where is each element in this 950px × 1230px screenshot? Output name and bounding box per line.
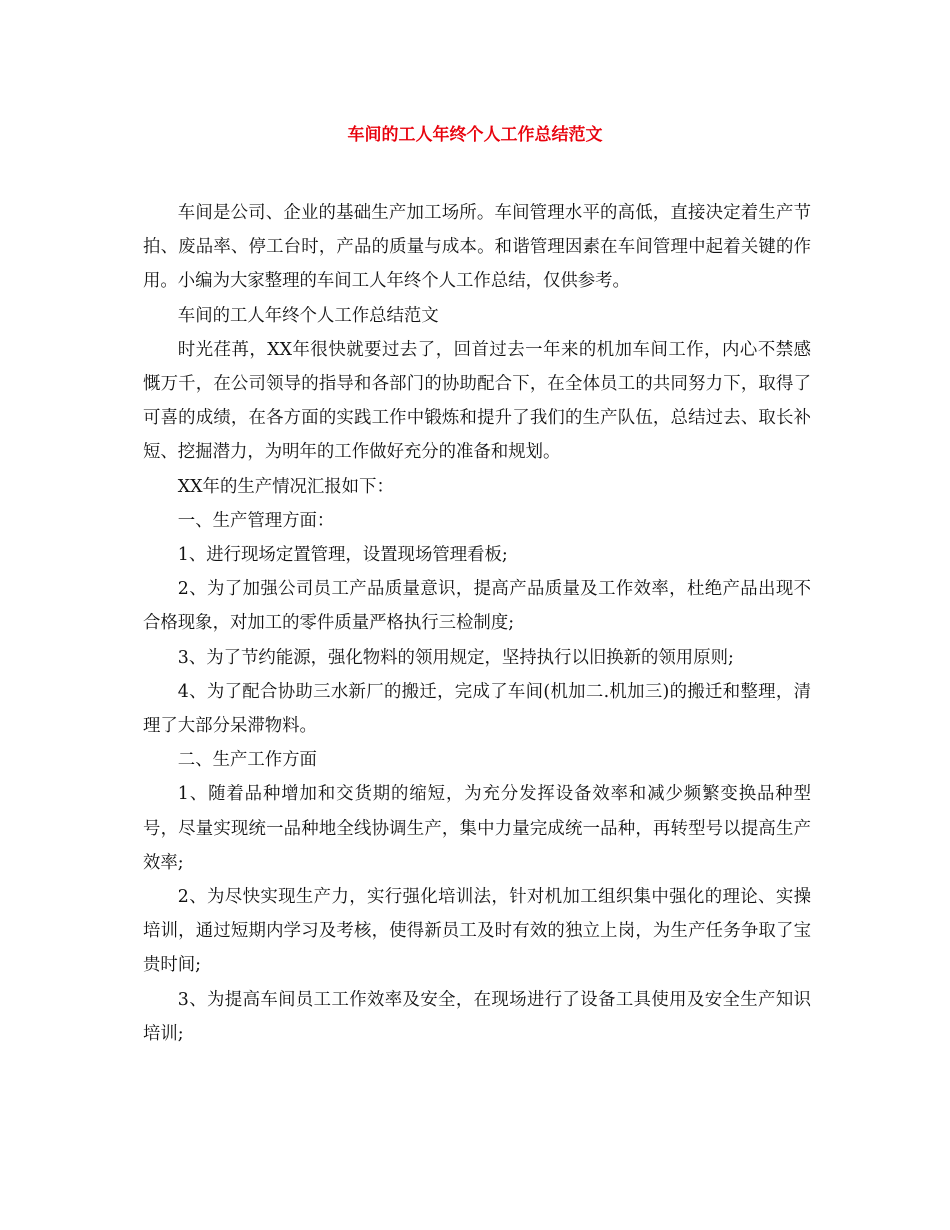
- list-item: 3、为提高车间员工工作效率及安全，在现场进行了设备工具使用及安全生产知识培训;: [143, 989, 811, 1044]
- section-heading: 二、生产工作方面: [177, 750, 317, 771]
- paragraph: XX年的生产情况汇报如下：: [177, 476, 394, 497]
- list-item: 4、为了配合协助三水新厂的搬迁，完成了车间(机加二.机加三)的搬迁和整理，清理了大部分呆滞物料。: [143, 681, 811, 737]
- list-item: 1、进行现场定置管理，设置现场管理看板;: [177, 545, 508, 566]
- list-item: 3、为了节约能源，强化物料的领用规定，坚持执行以旧换新的领用原则;: [177, 647, 734, 668]
- list-item: 2、为了加强公司员工产品质量意识，提高产品质量及工作效率，杜绝产品出现不合格现象，对加工的零件质量严格执行三检制度;: [143, 579, 811, 634]
- document-title: 车间的工人年终个人工作总结范文: [347, 125, 603, 145]
- list-item: 1、随着品种增加和交货期的缩短，为充分发挥设备效率和减少频繁变换品种型号，尽量实现统一品种地全线协调生产，集中力量完成统一品种，再转型号以提高生产效率;: [143, 784, 811, 873]
- paragraph: 时光荏苒，XX年很快就要过去了，回首过去一年来的机加车间工作，内心不禁感慨万千，在公司领导的指导和各部门的协助配合下，在全体员工的共同努力下，取得了可喜的成绩，在各方面的实践工作中锻炼和提升了我们的生产队伍，总结过去、取长补短、挖掘潜力，为明年的工作做好充分的准备和规划。: [143, 339, 811, 463]
- section-heading: 一、生产管理方面：: [177, 510, 335, 531]
- paragraph: 车间的工人年终个人工作总结范文: [177, 305, 439, 326]
- paragraph: 车间是公司、企业的基础生产加工场所。车间管理水平的高低，直接决定着生产节拍、废品率、停工台时，产品的质量与成本。和谐管理因素在车间管理中起着关键的作用。小编为大家整理的车间工人年终个人工作总结，仅供参考。: [143, 203, 811, 292]
- list-item: 2、为尽快实现生产力，实行强化培训法，针对机加工组织集中强化的理论、实操培训，通过短期内学习及考核，使得新员工及时有效的独立上岗，为生产任务争取了宝贵时间;: [143, 887, 811, 976]
- document-body: [143, 196, 811, 1051]
